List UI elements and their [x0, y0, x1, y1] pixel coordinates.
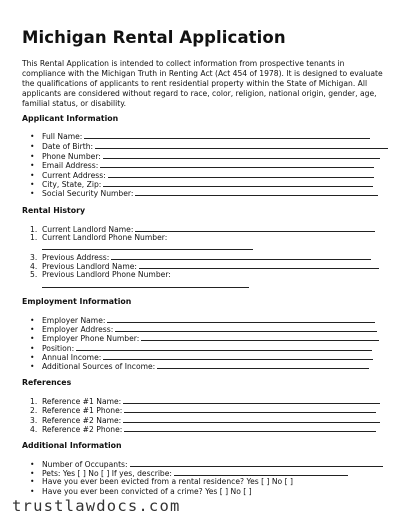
- field-current-address: • Current Address:: [22, 170, 374, 180]
- field-additional-income: • Additional Sources of Income:: [22, 361, 369, 371]
- field-label: Phone Number:: [42, 152, 101, 161]
- field-blank: [111, 252, 371, 260]
- field-ssn: • Social Security Number:: [22, 188, 378, 198]
- field-phone-number: • Phone Number:: [22, 151, 380, 161]
- section-heading-references: References: [22, 378, 72, 387]
- field-blank: [135, 224, 375, 232]
- field-label: Social Security Number:: [42, 189, 134, 198]
- field-blank: [123, 415, 380, 423]
- field-blank: [103, 352, 373, 360]
- previous-landlord-phone-blank: [42, 287, 249, 288]
- field-employer-address: • Employer Address:: [22, 324, 377, 334]
- field-city-state-zip: • City, State, Zip:: [22, 179, 373, 189]
- field-label: Reference #1 Phone:: [42, 406, 123, 415]
- section-heading-applicant: Applicant Information: [22, 114, 119, 123]
- section-heading-additional: Additional Information: [22, 441, 122, 450]
- field-evicted: • Have you ever been evicted from a rental residence? Yes [ ] No [ ]: [30, 477, 293, 486]
- field-blank: [115, 324, 377, 332]
- field-blank: [84, 131, 370, 139]
- field-label: Current Landlord Phone Number:: [42, 233, 168, 242]
- field-blank: [174, 468, 348, 476]
- section-heading-employment: Employment Information: [22, 297, 132, 306]
- field-label: Number of Occupants:: [42, 460, 128, 469]
- field-blank: [100, 160, 374, 168]
- field-convicted: • Have you ever been convicted of a crime? Yes [ ] No [ ]: [30, 487, 252, 496]
- field-blank: [76, 343, 372, 351]
- field-reference-1-name: 1. Reference #1 Name:: [22, 396, 380, 406]
- field-current-landlord-name: 1. Current Landlord Name:: [22, 224, 375, 234]
- field-blank: [95, 141, 388, 149]
- field-email-address: • Email Address:: [22, 160, 374, 170]
- field-number-of-occupants: • Number of Occupants:: [22, 459, 383, 469]
- field-label: Current Landlord Name:: [42, 225, 134, 234]
- field-label: Position:: [42, 344, 75, 353]
- field-previous-address: 3. Previous Address:: [22, 252, 371, 262]
- field-label: Employer Phone Number:: [42, 334, 140, 343]
- field-blank: [139, 261, 379, 269]
- field-label: Reference #2 Name:: [42, 416, 122, 425]
- field-label: Have you ever been convicted of a crime? Yes [ ] No [ ]: [42, 487, 252, 496]
- field-employer-name: • Employer Name:: [22, 315, 375, 325]
- field-label: Previous Landlord Phone Number:: [42, 270, 171, 279]
- field-label: Current Address:: [42, 171, 106, 180]
- field-blank: [157, 361, 369, 369]
- field-blank: [124, 405, 376, 413]
- field-blank: [141, 333, 379, 341]
- field-label: Email Address:: [42, 161, 99, 170]
- field-previous-landlord-phone: 5. Previous Landlord Phone Number:: [30, 270, 171, 279]
- field-label: Reference #2 Phone:: [42, 425, 123, 434]
- intro-paragraph: This Rental Application is intended to collect information from prospective tenants in compliance with the Michigan Truth in Renting Act (Act 454 of 1978). It is designed to evaluate the qualifications of applicants to rent residential property within the State of Michigan. All applicants are considered without regard to race, color, religion, national origin, gender, age, familial status, or disability.: [22, 59, 383, 108]
- field-annual-income: • Annual Income:: [22, 352, 373, 362]
- field-employer-phone: • Employer Phone Number:: [22, 333, 379, 343]
- field-blank: [107, 315, 375, 323]
- field-blank: [124, 424, 376, 432]
- field-label: Full Name:: [42, 132, 83, 141]
- current-landlord-phone-blank: [42, 249, 253, 250]
- field-reference-1-phone: 2. Reference #1 Phone:: [22, 405, 376, 415]
- field-pets: • Pets: Yes [ ] No [ ] If yes, describe:: [22, 468, 348, 478]
- field-blank: [103, 151, 380, 159]
- field-label: City, State, Zip:: [42, 180, 102, 189]
- field-current-landlord-phone: 1. Current Landlord Phone Number:: [30, 233, 168, 242]
- field-label: Date of Birth:: [42, 142, 94, 151]
- field-reference-2-name: 3. Reference #2 Name:: [22, 415, 380, 425]
- field-label: Have you ever been evicted from a rental residence? Yes [ ] No [ ]: [42, 477, 293, 486]
- field-label: Annual Income:: [42, 353, 102, 362]
- field-previous-landlord-name: 4. Previous Landlord Name:: [22, 261, 379, 271]
- field-label: Previous Landlord Name:: [42, 262, 137, 271]
- field-label: Previous Address:: [42, 253, 110, 262]
- watermark-footer: trustlawdocs.com: [12, 497, 181, 515]
- field-label: Employer Name:: [42, 316, 106, 325]
- field-position: • Position:: [22, 343, 372, 353]
- field-blank: [130, 459, 383, 467]
- field-reference-2-phone: 4. Reference #2 Phone:: [22, 424, 376, 434]
- field-label: Additional Sources of Income:: [42, 362, 156, 371]
- field-label: Employer Address:: [42, 325, 114, 334]
- field-blank: [108, 170, 374, 178]
- field-date-of-birth: • Date of Birth:: [22, 141, 388, 151]
- field-blank: [123, 396, 380, 404]
- field-blank: [135, 188, 378, 196]
- section-heading-rental-history: Rental History: [22, 206, 86, 215]
- field-label: Reference #1 Name:: [42, 397, 122, 406]
- page-title: Michigan Rental Application: [22, 28, 286, 47]
- field-full-name: • Full Name:: [22, 131, 370, 141]
- field-label: Pets: Yes [ ] No [ ] If yes, describe:: [42, 469, 172, 478]
- field-blank: [103, 179, 373, 187]
